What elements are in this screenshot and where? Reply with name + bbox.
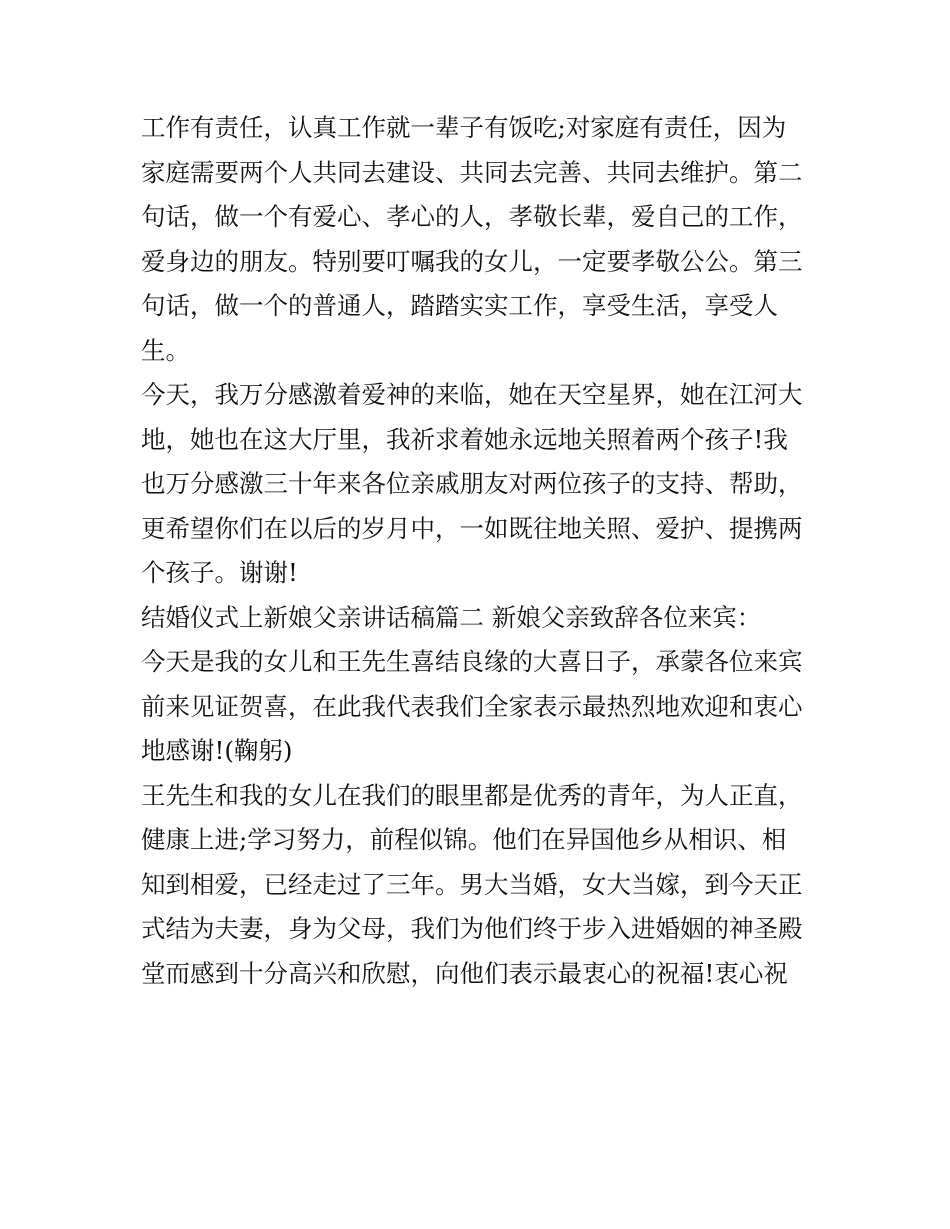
text-line-5: 句话，做一个的普通人，踏踏实实工作，享受生活，享受人 [141, 291, 778, 320]
text-line-4: 爱身边的朋友。特别要叮嘱我的女儿，一定要孝敬公公。第三 [141, 246, 803, 276]
text-line-14: 前来见证贺喜，在此我代表我们全家表示最热烈地欢迎和衷心 [141, 691, 803, 721]
text-line-9: 也万分感激三十年来各位亲戚朋友对两位孩子的支持、帮助， [141, 469, 803, 498]
text-line-7: 今天，我万分感激着爱神的来临，她在天空星界，她在江河大 [141, 380, 803, 409]
text-line-13: 今天是我的女儿和王先生喜结良缘的大喜日子，承蒙各位来宾 [141, 647, 803, 676]
text-line-20: 堂而感到十分高兴和欣慰，向他们表示最衷心的祝福!衷心祝 [141, 958, 788, 988]
text-line-2: 家庭需要两个人共同去建设、共同去完善、共同去维护。第二 [141, 157, 803, 187]
text-line-6: 生。 [141, 335, 190, 365]
text-line-19: 式结为夫妻，身为父母，我们为他们终于步入进婚姻的神圣殿 [141, 914, 803, 943]
document-body [141, 106, 821, 996]
text-line-18: 知到相爱，已经走过了三年。男大当婚，女大当嫁，到今天正 [141, 869, 803, 899]
text-line-1: 工作有责任，认真工作就一辈子有饭吃;对家庭有责任，因为 [141, 113, 787, 142]
text-line-10: 更希望你们在以后的岁月中，一如既往地关照、爱护、提携两 [141, 513, 803, 543]
section-heading-line: 结婚仪式上新娘父亲讲话稿篇二 新娘父亲致辞各位来宾： [141, 602, 762, 632]
text-line-11: 个孩子。谢谢! [141, 558, 298, 587]
text-line-15: 地感谢!(鞠躬) [141, 736, 293, 765]
text-line-8: 地，她也在这大厅里，我祈求着她永远地关照着两个孩子!我 [141, 424, 788, 454]
text-line-16: 王先生和我的女儿在我们的眼里都是优秀的青年，为人正直， [141, 780, 803, 810]
text-line-17: 健康上进;学习努力，前程似锦。他们在异国他乡从相识、相 [141, 825, 787, 854]
text-line-3: 句话，做一个有爱心、孝心的人，孝敬长辈，爱自己的工作， [141, 202, 803, 231]
